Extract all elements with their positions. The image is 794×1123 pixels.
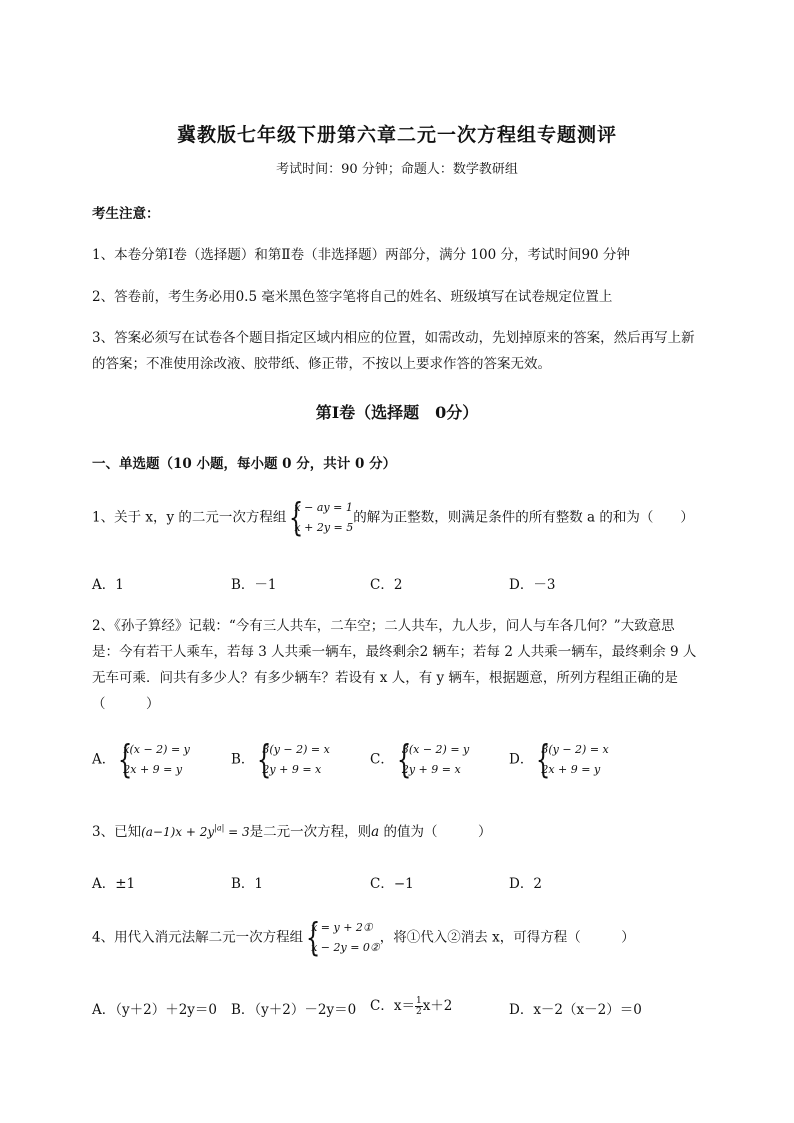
q3-option-b[interactable]: B．1 [231, 876, 264, 892]
q3-expression: (a−1)x + 2y [141, 825, 215, 839]
q2-option-b-system [254, 740, 329, 780]
q2-line-2: 是：今有若干人乘车，若每 3 人共乘一辆车，最终剩余2 辆车；若每 2 人共乘一辆车，最终剩余 9 人 [92, 644, 697, 660]
q2-line-1: 2、《孙子算经》记载：“今有三人共车，二车空；二人共车，九人步，问人与车各几何？”大致意思 [92, 618, 675, 634]
q2-option-d-label: D． [509, 751, 534, 768]
q4-option-a[interactable]: A．（y＋2）＋2y＝0 [92, 1002, 218, 1018]
part-heading: 一、单选题（10 小题，每小题 0 分，共计 0 分） [92, 456, 397, 472]
q1-option-d[interactable]: D．－3 [509, 577, 556, 593]
q2-option-c[interactable] [370, 740, 469, 780]
q2-option-b[interactable] [231, 740, 330, 780]
q2-option-a-label: A． [92, 751, 116, 768]
q4-option-d[interactable]: D．x－2（x－2）＝0 [509, 1002, 642, 1018]
q1-option-b[interactable]: B．－1 [231, 577, 277, 593]
q1-equation-system [286, 498, 353, 538]
fraction-numerator: 1 [415, 996, 422, 1006]
q2-b-eq2: 2y + 9 = x [262, 763, 322, 776]
q3-text-post: 是二元一次方程，则 [249, 824, 372, 840]
q3-option-a[interactable]: A．±1 [92, 876, 136, 892]
question-3 [92, 820, 492, 840]
q4-text-pre: 4、用代入消元法解二元一次方程组 [92, 929, 304, 946]
q2-b-eq1: { 3(y − 2) = x [262, 743, 330, 756]
q2-option-b-label: B． [231, 751, 255, 768]
notice-item-1: 1、本卷分第Ⅰ卷（选择题）和第Ⅱ卷（非选择题）两部分，满分 100 分，考试时间90 分钟 [92, 247, 630, 263]
notice-item-3-cont: 的答案；不准使用涂改液、胶带纸、修正带，不按以上要求作答的答案无效。 [92, 356, 551, 372]
q2-option-d[interactable] [509, 740, 609, 780]
q1-eq2: x + 2y = 5 [294, 521, 354, 534]
q1-eq1: { x − ay = 1 [294, 501, 353, 514]
q4-text-post: ，将①代入②消去 x，可得方程（ ） [379, 929, 635, 946]
q2-c-eq2: 2y + 9 = x [401, 763, 461, 776]
q2-option-d-system [533, 740, 608, 780]
q2-d-eq2: 2x + 9 = y [541, 763, 601, 776]
q3-variable: a [371, 824, 380, 840]
q2-line-4: （ ） [92, 696, 160, 712]
q1-option-c[interactable]: C．2 [370, 577, 403, 593]
q4-option-c-pre: C．x＝ [370, 998, 415, 1014]
q2-a-eq2: 2x + 9 = y [123, 763, 183, 776]
q2-a-eq1: { x(x − 2) = y [123, 743, 190, 756]
q4-option-b[interactable]: B．（y＋2）－2y＝0 [231, 1002, 357, 1018]
q4-option-c-fraction [415, 996, 423, 1017]
q1-text-post: 的解为正整数，则满足条件的所有整数 a 的和为（ ） [353, 509, 694, 526]
q2-option-c-system [394, 740, 469, 780]
q4-eq2: x − 2y = 0② [311, 941, 380, 954]
notice-heading: 考生注意： [92, 206, 160, 222]
q3-option-d[interactable]: D．2 [509, 876, 542, 892]
question-1 [92, 498, 694, 538]
q3-text-pre: 3、已知 [92, 824, 142, 840]
question-4 [92, 918, 635, 958]
q4-option-c-post: x＋2 [422, 998, 453, 1014]
q2-d-eq1: { 3(y − 2) = x [541, 743, 609, 756]
notice-item-3: 3、答案必须写在试卷各个题目指定区域内相应的位置，如需改动，先划掉原来的答案，然后再写上新 [92, 330, 695, 346]
notice-item-2: 2、答卷前，考生务必用0.5 毫米黑色签字笔将自己的姓名、班级填写在试卷规定位置上 [92, 289, 613, 305]
q2-option-a-system [115, 740, 190, 780]
q4-option-c[interactable] [370, 994, 452, 1017]
q3-exponent: |a| [214, 823, 225, 833]
q3-text-post2: 的值为（ ） [379, 824, 492, 840]
page-title: 冀教版七年级下册第六章二元一次方程组专题测评 [176, 124, 617, 146]
q2-option-c-label: C． [370, 751, 394, 768]
q2-line-3: 无车可乘．问共有多少人？有多少辆车？若设有 x 人，有 y 辆车，根据题意，所列方程组正确的是 [92, 670, 678, 686]
q2-c-eq1: { 3(x − 2) = y [401, 743, 470, 756]
q3-option-c[interactable]: C．−1 [370, 876, 414, 892]
exam-info: 考试时间：90 分钟；命题人：数学教研组 [276, 162, 518, 177]
section-title: 第Ⅰ卷（选择题 0分） [315, 403, 479, 422]
q4-equation-system [303, 918, 380, 958]
fraction-denominator: 2 [415, 1007, 422, 1017]
q1-option-a[interactable]: A．1 [92, 577, 124, 593]
q2-option-a[interactable] [92, 740, 190, 780]
q4-eq1: { x = y + 2① [311, 921, 373, 934]
q1-text-pre: 1、关于 x，y 的二元一次方程组 [92, 509, 287, 526]
q3-expression-end: = 3 [224, 825, 250, 839]
